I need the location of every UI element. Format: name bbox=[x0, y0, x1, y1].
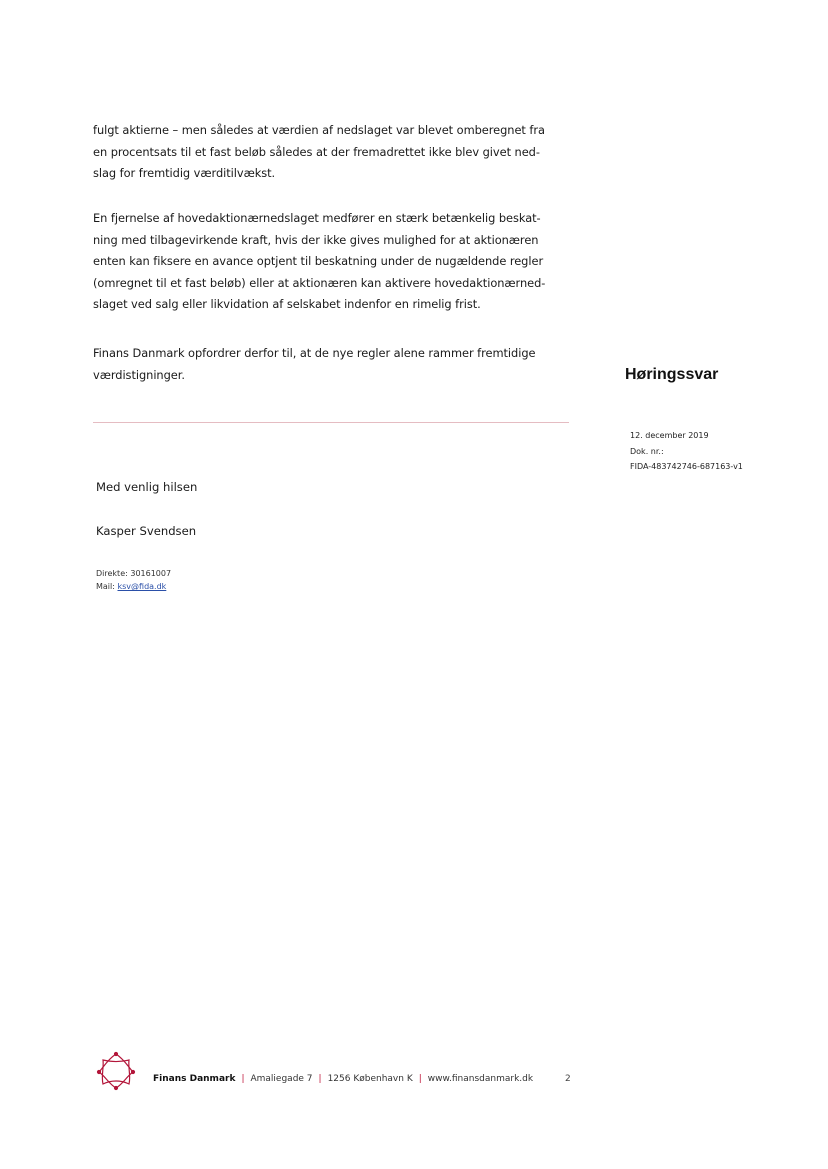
direct-phone-value: 30161007 bbox=[130, 569, 172, 578]
page-footer bbox=[95, 1050, 595, 1094]
page-number: 2 bbox=[565, 1074, 571, 1084]
document-meta bbox=[630, 428, 743, 475]
footer-brand: Finans Danmark bbox=[153, 1074, 236, 1084]
mail-line bbox=[96, 580, 171, 593]
text-line: fulgt aktierne – men således at værdien af nedslaget var blevet omberegnet fra bbox=[93, 123, 545, 137]
footer-website[interactable]: www.finansdanmark.dk bbox=[427, 1074, 534, 1084]
text-line: En fjernelse af hovedaktionærnedslaget medfører en stærk betænkelig beskat- bbox=[93, 211, 541, 225]
document-date: 12. december 2019 bbox=[630, 431, 709, 440]
mail-label: Mail: bbox=[96, 582, 118, 591]
divider-line bbox=[93, 422, 569, 423]
direct-phone-line bbox=[96, 567, 171, 580]
footer-separator: | bbox=[318, 1074, 322, 1084]
footer-address-line bbox=[153, 1074, 533, 1084]
document-number-label: Dok. nr.: bbox=[630, 446, 664, 456]
footer-city: 1256 København K bbox=[327, 1074, 413, 1084]
text-line: slag for fremtidig værditilvækst. bbox=[93, 166, 276, 180]
footer-separator: | bbox=[241, 1074, 245, 1084]
text-line: Finans Danmark opfordrer derfor til, at de nye regler alene rammer fremtidige bbox=[93, 346, 536, 360]
text-line: (omregnet til et fast beløb) eller at aktionæren kan aktivere hovedaktionærned- bbox=[93, 275, 546, 290]
finans-danmark-logo-icon bbox=[95, 1050, 137, 1092]
footer-separator: | bbox=[418, 1074, 422, 1084]
text-line: slaget ved salg eller likvidation af selskabet indenfor en rimelig frist. bbox=[93, 297, 481, 311]
contact-block bbox=[96, 567, 171, 593]
text-line: værdistigninger. bbox=[93, 367, 185, 382]
body-paragraph-2 bbox=[93, 208, 583, 316]
text-line: ning med tilbagevirkende kraft, hvis der ikke gives mulighed for at aktionæren bbox=[93, 232, 539, 247]
direct-phone-label: Direkte: bbox=[96, 569, 131, 578]
closing-greeting: Med venlig hilsen bbox=[96, 480, 198, 494]
body-paragraph-3 bbox=[93, 343, 583, 386]
signer-name: Kasper Svendsen bbox=[96, 524, 197, 538]
mail-link[interactable]: ksv@fida.dk bbox=[117, 582, 167, 591]
document-number: FIDA-483742746-687163-v1 bbox=[630, 462, 743, 471]
text-line: enten kan fiksere en avance optjent til beskatning under de nugældende regler bbox=[93, 254, 544, 268]
footer-street: Amaliegade 7 bbox=[250, 1074, 313, 1084]
body-paragraph-1 bbox=[93, 120, 583, 185]
document-type-title: Høringssvar bbox=[625, 366, 719, 383]
text-line: en procentsats til et fast beløb således at der fremadrettet ikke blev givet ned- bbox=[93, 144, 540, 159]
